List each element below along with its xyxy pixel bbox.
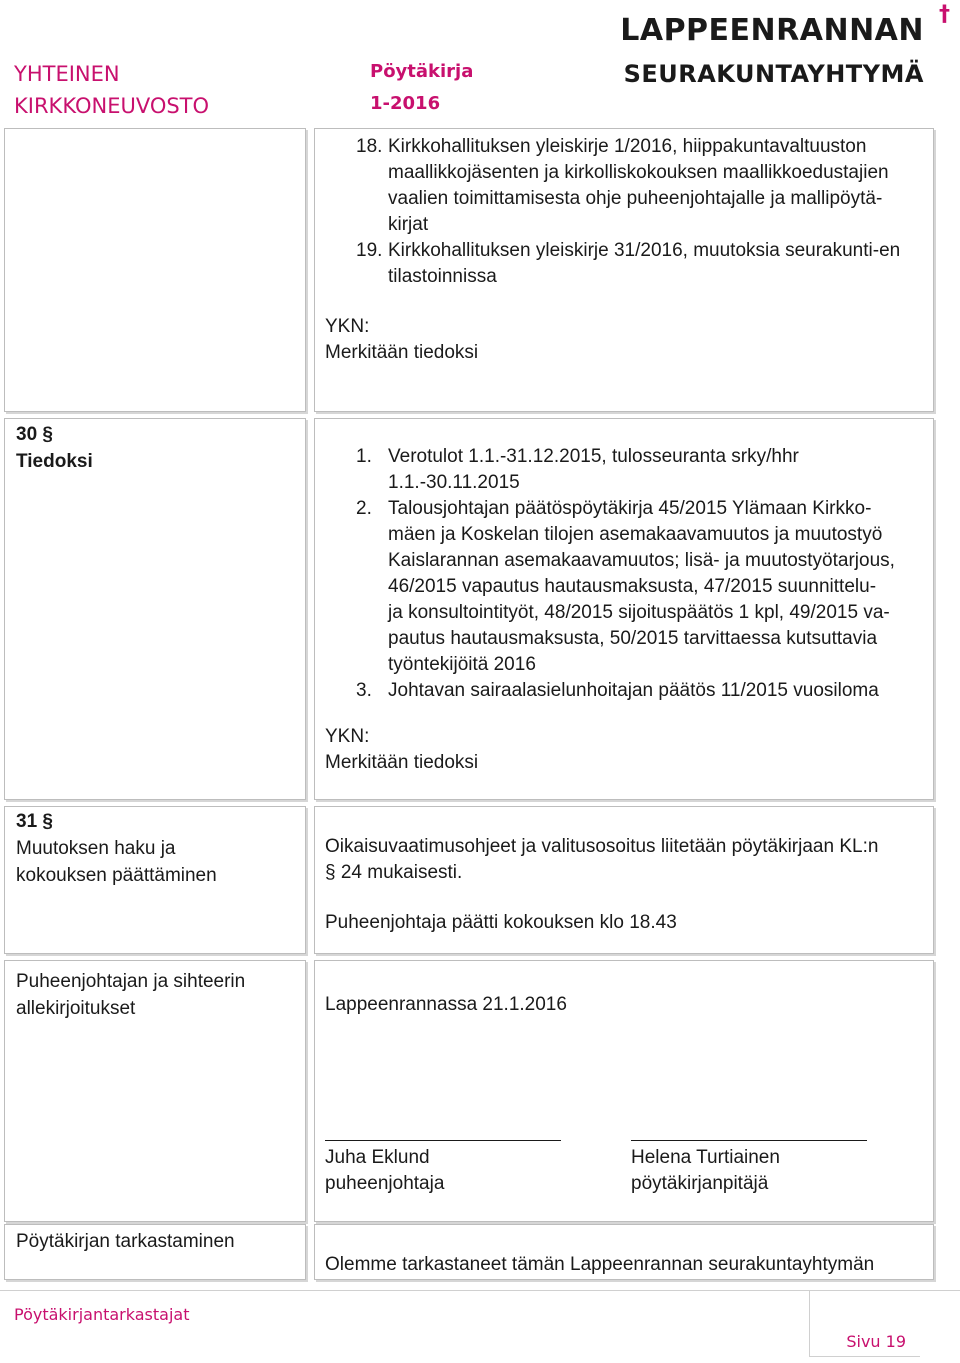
section-number: 30 § <box>16 424 53 445</box>
decision-label: YKN: <box>325 316 370 337</box>
decision-label: YKN: <box>325 726 370 747</box>
signer-name: Juha Eklund <box>325 1147 430 1168</box>
review-text: Olemme tarkastaneet tämän Lappeenrannan seurakuntayhtymän <box>325 1254 875 1275</box>
signer-role: pöytäkirjanpitäjä <box>631 1173 769 1194</box>
signatures-label-line1: Puheenjohtajan ja sihteerin <box>16 971 246 992</box>
parish-name <box>620 8 924 94</box>
decision-text: Merkitään tiedoksi <box>325 342 479 363</box>
section-prev-items <box>356 134 916 290</box>
signer-name: Helena Turtiainen <box>631 1147 780 1168</box>
org-name <box>14 58 209 122</box>
list-item: 2. Talousjohtajan päätöspöytäkirja 45/2015 Ylämaan Kirkko-mäen ja Koskelan tilojen asemakaavamuutos ja muutostyö Kaislarannan asemakaavamuutos; lisä- ja muutostyötarjous, 46/2015 vapautus hautausmaksusta, 47/2015 suunnittelu- ja konsultointityöt, 48/2015 sijoituspäätös 1 kpl, 49/2015 va-pautus hautausmaksusta, 50/2015 tarvittaessa kutsuttavia työntekijöitä 2016 <box>356 498 895 675</box>
review-heading: Pöytäkirjan tarkastaminen <box>16 1231 235 1252</box>
decision-text: Merkitään tiedoksi <box>325 752 479 773</box>
list-item: 3. Johtavan sairaalasielunhoitajan päätös 11/2015 vuosiloma <box>356 680 879 701</box>
org-name-line1: YHTEINEN <box>14 62 120 86</box>
signer-1 <box>325 1145 444 1197</box>
footer-reviewers-label: Pöytäkirjantarkastajat <box>14 1305 190 1324</box>
section-30-label-box <box>4 418 306 800</box>
section-prev-label-box <box>4 128 306 412</box>
list-item: 1. Verotulot 1.1.-31.12.2015, tulosseuranta srky/hhr 1.1.-30.11.2015 <box>356 446 799 493</box>
cross-icon: † <box>939 2 950 27</box>
section-prev-decision <box>325 314 725 366</box>
section-title-line1: Muutoksen haku ja <box>16 838 176 859</box>
appeal-text-line2: § 24 mukaisesti. <box>325 862 463 883</box>
section-30-items <box>356 444 896 704</box>
signer-role: puheenjohtaja <box>325 1173 445 1194</box>
signature-line-1 <box>325 1140 561 1141</box>
signatures-heading <box>16 968 245 1022</box>
signatures-label-line2: allekirjoitukset <box>16 998 136 1019</box>
signer-2 <box>631 1145 780 1197</box>
section-30-decision <box>325 724 725 776</box>
list-item: 18. Kirkkohallituksen yleiskirje 1/2016, hiippakuntavaltuuston maallikkojäsenten ja kirkolliskokouksen maallikkoedustajien vaalien toimittamisesta ohje puheenjohtajalle ja mallipöytä-kirjat <box>356 136 889 235</box>
doc-type-label: Pöytäkirja <box>370 61 474 82</box>
parish-name-line1: LAPPEENRANNAN <box>620 13 924 48</box>
section-31-heading <box>16 808 217 889</box>
doc-type <box>370 56 473 120</box>
section-30-heading <box>16 421 93 475</box>
place-date: Lappeenrannassa 21.1.2016 <box>325 994 567 1015</box>
section-title-line2: kokouksen päättäminen <box>16 865 217 886</box>
section-number: 31 § <box>16 811 53 832</box>
list-item: 19. Kirkkohallituksen yleiskirje 31/2016, muutoksia seurakunti-en tilastoinnissa <box>356 240 901 287</box>
page-number: Sivu 19 <box>846 1332 906 1351</box>
section-title: Tiedoksi <box>16 451 93 472</box>
parish-name-line2: SEURAKUNTAYHTYMÄ <box>623 60 924 88</box>
appeal-text-line1: Oikaisuvaatimusohjeet ja valitusosoitus liitetään pöytäkirjaan KL:n <box>325 836 879 857</box>
signature-line-2 <box>631 1140 867 1141</box>
closing-text: Puheenjohtaja päätti kokouksen klo 18.43 <box>325 912 677 933</box>
org-name-line2: KIRKKONEUVOSTO <box>14 94 210 118</box>
doc-number: 1-2016 <box>370 93 441 114</box>
section-31-text <box>325 834 925 936</box>
